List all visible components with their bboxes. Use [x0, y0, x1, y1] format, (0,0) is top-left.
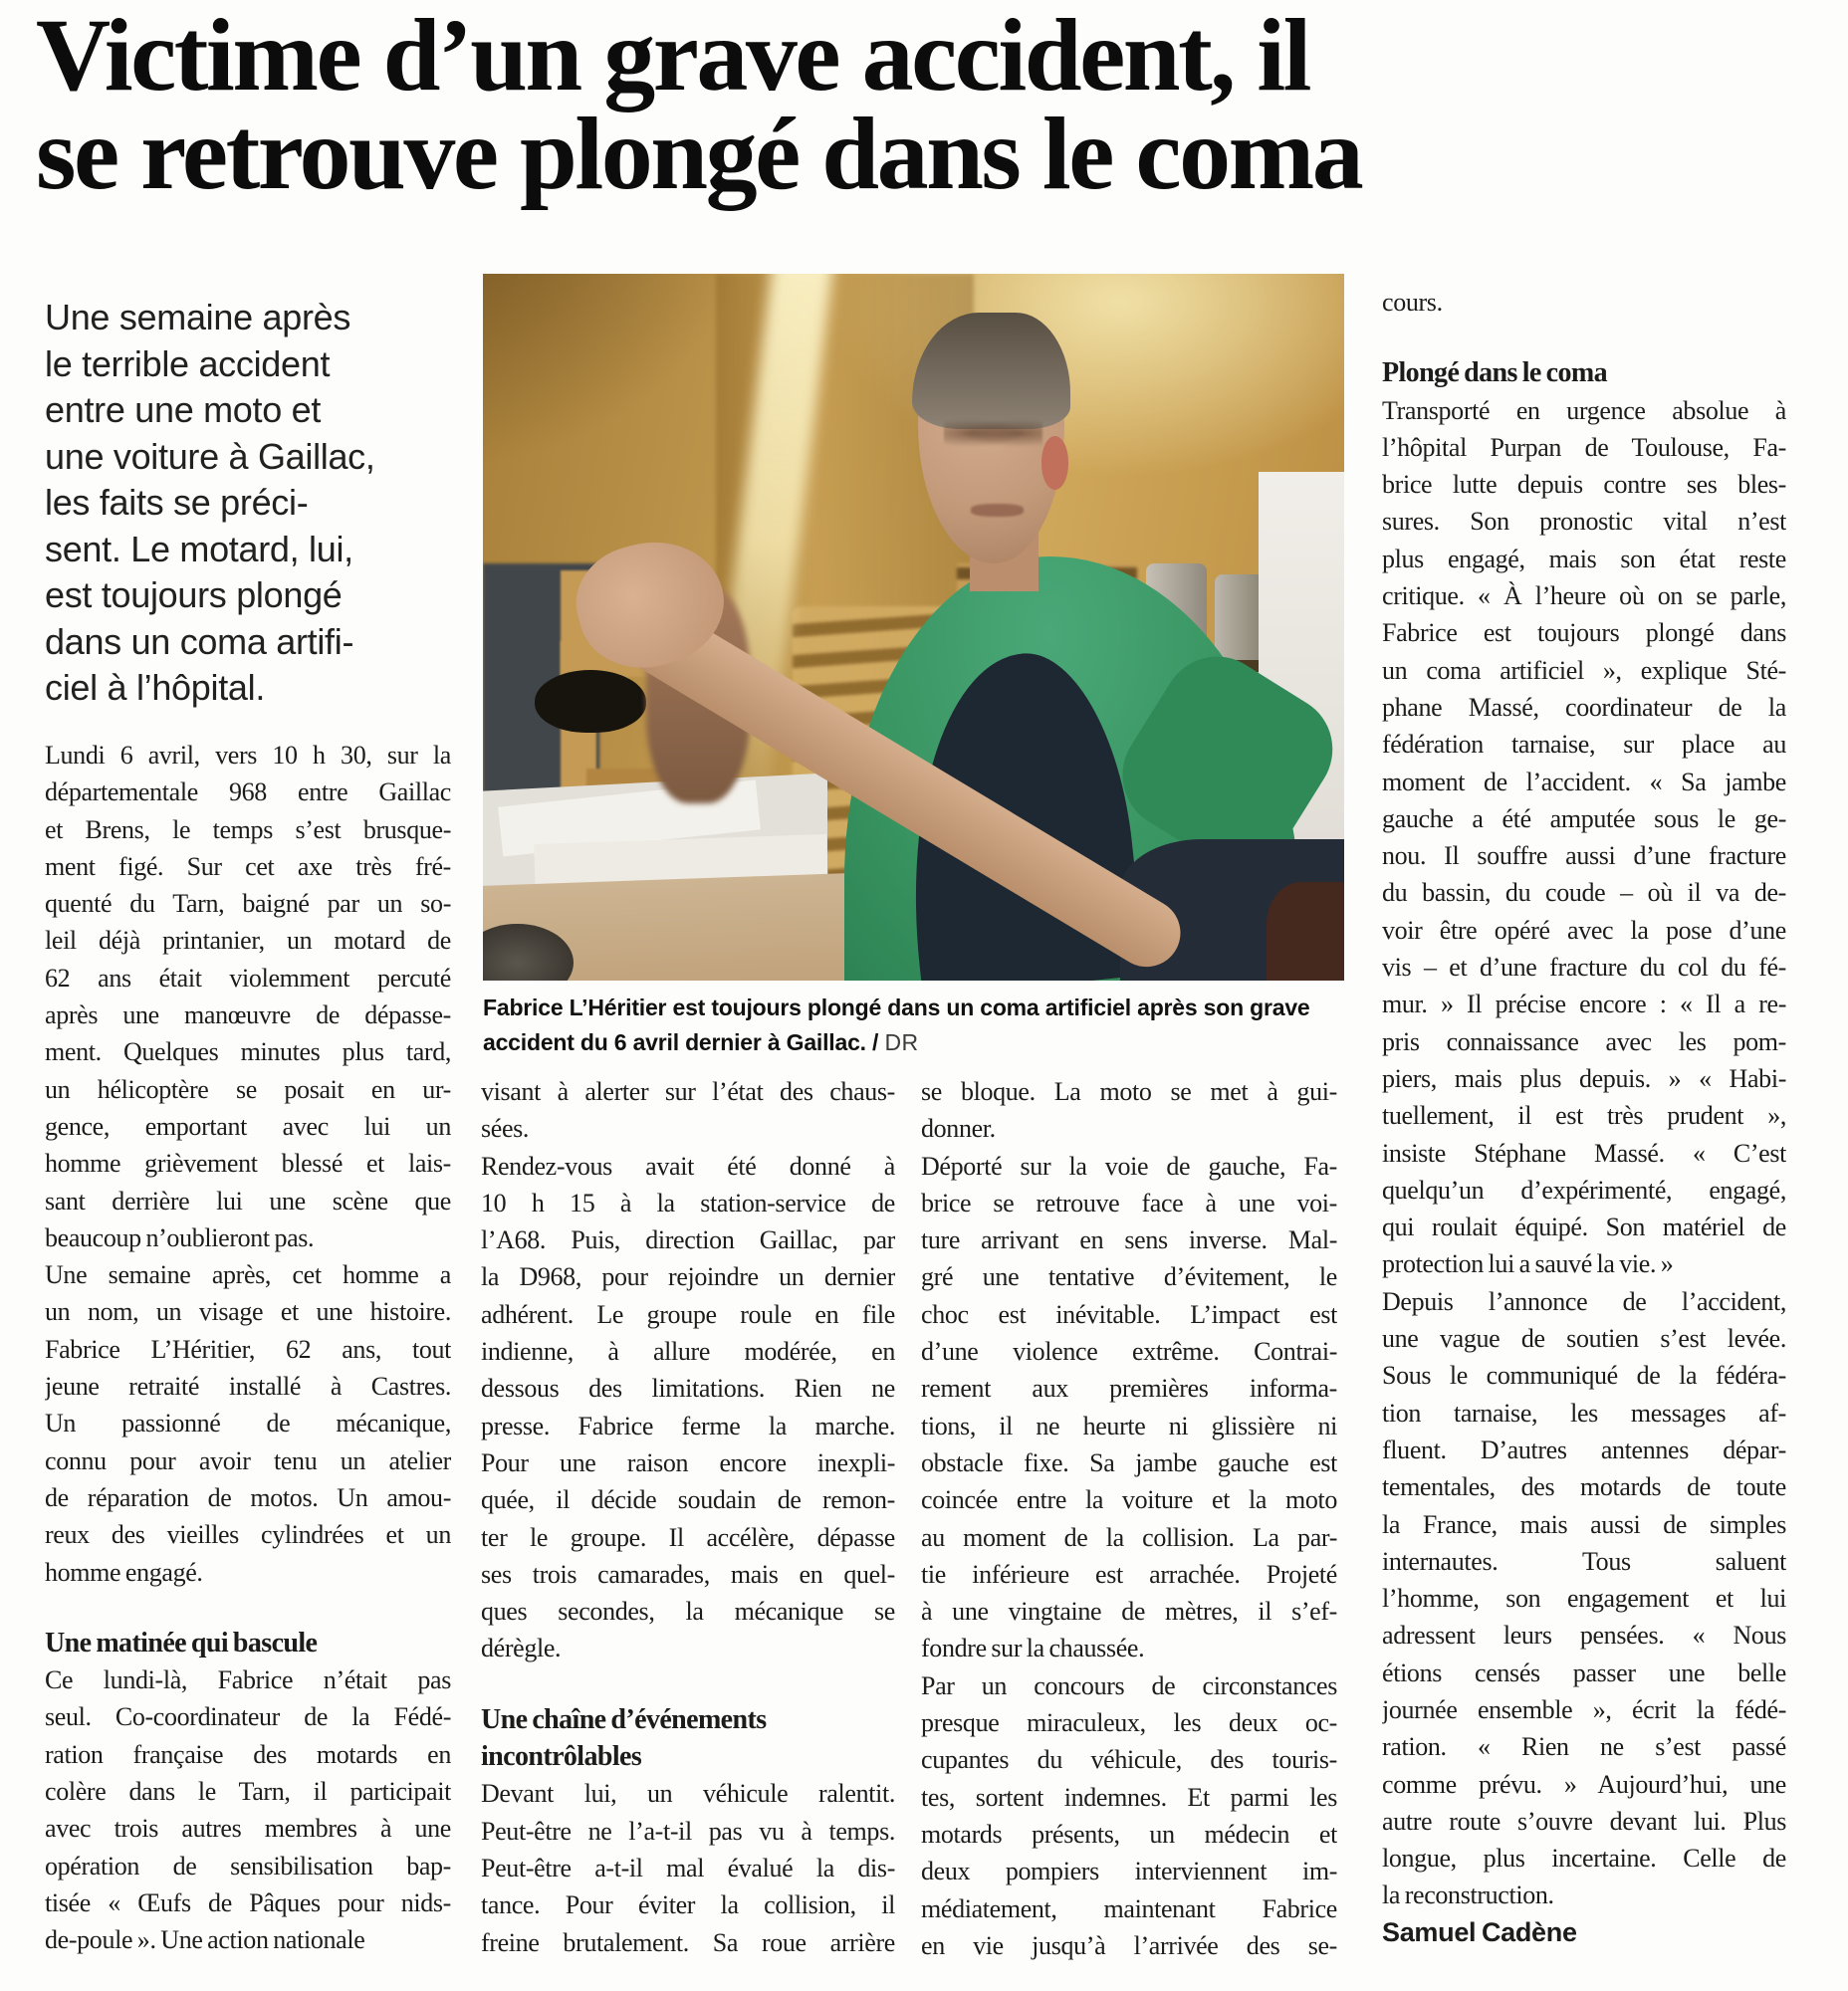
body-text-line: pris connaissance avec les pom- [1382, 1026, 1786, 1056]
body-text-line: homme engagé. [45, 1557, 203, 1587]
body-text-line: quelqu’un d’expérimenté, engagé, [1382, 1175, 1786, 1205]
body-text-line: ration française des motards en [45, 1739, 451, 1769]
body-text-line: et Brens, le temps s’est brusque- [45, 814, 451, 844]
subheading: Plongé dans le coma [1382, 357, 1607, 389]
body-text-line: tance. Pour éviter la collision, il [481, 1890, 895, 1920]
body-text-line: ment. Quelques minutes plus tard, [45, 1037, 451, 1067]
photo-maroon-corner [1267, 882, 1344, 981]
body-text-line: tion tarnaise, les messages af- [1382, 1398, 1786, 1428]
body-text-line: Déporté sur la voie de gauche, Fa- [921, 1151, 1337, 1181]
body-text-line: obstacle fixe. Sa jambe gauche est [921, 1447, 1337, 1477]
article-lede [45, 295, 455, 712]
body-text-line: au moment de la collision. La par- [921, 1522, 1337, 1552]
photo-man-mouth [971, 504, 1025, 516]
body-text-line: donner. [921, 1114, 996, 1144]
body-text-line: adressent leurs pensées. « Nous [1382, 1621, 1786, 1651]
body-text-line: seul. Co-coordinateur de la Fédé- [45, 1702, 451, 1732]
body-text-line: ture arrivant en sens inverse. Mal- [921, 1225, 1337, 1255]
body-column-4 [1382, 284, 1786, 1951]
body-text-line: insiste Stéphane Massé. « C’est [1382, 1138, 1786, 1168]
photo-man-ear [1041, 436, 1069, 489]
body-text-line: leil déjà printanier, un motard de [45, 926, 451, 956]
body-text-line: sant derrière lui une scène que [45, 1186, 451, 1216]
lede-line: est toujours plongé [45, 574, 343, 615]
body-text-line: dérègle. [481, 1634, 562, 1663]
body-text-line: piers, mais plus depuis. » « Habi- [1382, 1063, 1786, 1093]
body-text-line: beaucoup n’oublieront pas. [45, 1222, 315, 1252]
body-text-line: Peut-être ne l’a-t-il pas vu à temps. [481, 1816, 895, 1846]
body-text-line: 10 h 15 à la station-service de [481, 1188, 895, 1217]
photo-black-hat [535, 670, 646, 734]
body-text-line: colère dans le Tarn, il participait [45, 1777, 451, 1807]
body-text-line: protection lui a sauvé la vie. » [1382, 1249, 1674, 1279]
body-text-line: ter le groupe. Il accélère, dépasse [481, 1522, 895, 1552]
body-text-line: deux pompiers interviennent im- [921, 1857, 1337, 1886]
body-text-line: un hélicoptère se posait en ur- [45, 1074, 451, 1104]
lede-line: une voiture à Gaillac, [45, 435, 375, 477]
body-text-line: étions censés passer une belle [1382, 1658, 1786, 1687]
body-text-line: la reconstruction. [1382, 1880, 1554, 1910]
body-text-line: Par un concours de circonstances [921, 1670, 1337, 1700]
body-text-line: en vie jusqu’à l’arrivée des se- [921, 1930, 1337, 1960]
body-text-line: Rendez-vous avait été donné à [481, 1151, 895, 1181]
body-text-line: jeune retraité installé à Castres. [45, 1372, 451, 1402]
body-text-line: internautes. Tous saluent [1382, 1546, 1786, 1576]
article-headline [36, 0, 1828, 211]
body-text-line: du bassin, du coude – où il va de- [1382, 878, 1786, 908]
body-text-line: d’une violence extrême. Contrai- [921, 1337, 1337, 1367]
body-text-line: ses trois camarades, mais en quel- [481, 1559, 895, 1589]
body-text-line: moment de l’accident. « Sa jambe [1382, 767, 1786, 796]
body-text-line: rement aux premières informa- [921, 1374, 1337, 1404]
paragraph-gap [481, 1667, 895, 1701]
body-text-line: sées. [481, 1114, 530, 1144]
body-text-line: se bloque. La moto se met à gui- [921, 1077, 1337, 1106]
body-column-2 [481, 1073, 895, 1961]
body-text-line: nou. Il souffre aussi d’une fracture [1382, 841, 1786, 871]
body-text-line: indienne, à allure modérée, en [481, 1337, 895, 1367]
photo-caption-text: Fabrice L’Héritier est toujours plongé dans un coma artificiel après son grave accident du 6 avril dernier à Gaillac. / [483, 995, 1310, 1055]
body-text-line: de-poule ». Une action nationale [45, 1925, 365, 1955]
body-text-line: Transporté en urgence absolue à [1382, 395, 1786, 425]
photo-credit: DR [884, 1029, 919, 1055]
body-text-line: qui roulait équipé. Son matériel de [1382, 1213, 1786, 1242]
body-text-line: de réparation de motos. Un amou- [45, 1482, 451, 1512]
body-text-line: la D968, pour rejoindre un dernier [481, 1262, 895, 1292]
body-text-line: presque miraculeux, les deux oc- [921, 1708, 1337, 1738]
body-text-line: voir être opéré avec la pose d’une [1382, 915, 1786, 945]
body-text-line: autre route s’ouvre devant lui. Plus [1382, 1806, 1786, 1836]
body-text-line: cours. [1382, 288, 1443, 317]
body-text-line: longue, plus incertaine. Celle de [1382, 1844, 1786, 1874]
body-text-line: la France, mais aussi de simples [1382, 1509, 1786, 1539]
body-text-line: freine brutalement. Sa roue arrière [481, 1927, 895, 1957]
body-text-line: gauche a été amputée sous le ge- [1382, 803, 1786, 833]
lede-line: sent. Le motard, lui, [45, 528, 353, 569]
body-text-line: l’homme, son engagement et lui [1382, 1584, 1786, 1614]
body-text-line: brice lutte depuis contre ses bles- [1382, 470, 1786, 500]
body-text-line: Fabrice L’Héritier, 62 ans, tout [45, 1334, 451, 1364]
body-text-line: homme grièvement blessé et lais- [45, 1149, 451, 1179]
body-text-line: départementale 968 entre Gaillac [45, 777, 451, 807]
body-text-line: Pour une raison encore inexpli- [481, 1447, 895, 1477]
body-text-line: quenté du Tarn, baigné par un so- [45, 889, 451, 919]
body-text-line: fondre sur la chaussée. [921, 1634, 1145, 1663]
body-text-line: brice se retrouve face à une voi- [921, 1188, 1337, 1217]
body-text-line: quée, il décide soudain de remon- [481, 1485, 895, 1515]
paragraph-gap [45, 1591, 451, 1625]
body-text-line: motards présents, un médecin et [921, 1819, 1337, 1849]
body-text-line: tisée « Œufs de Pâques pour nids- [45, 1887, 451, 1917]
body-text-line: ration. « Rien ne s’est passé [1382, 1732, 1786, 1762]
body-text-line: ques secondes, la mécanique se [481, 1597, 895, 1627]
body-text-line: fédération tarnaise, sur place au [1382, 730, 1786, 760]
body-text-line: 62 ans était violemment percuté [45, 963, 451, 993]
body-text-line: mur. » Il précise encore : « Il a re- [1382, 990, 1786, 1019]
body-text-line: Lundi 6 avril, vers 10 h 30, sur la [45, 741, 451, 770]
subheading: Une chaîne d’événements [481, 1703, 767, 1735]
body-text-line: vis – et d’une fracture du col du fé- [1382, 953, 1786, 983]
body-text-line: gré une tentative d’évitement, le [921, 1262, 1337, 1292]
body-text-line: Un passionné de mécanique, [45, 1409, 451, 1438]
body-text-line: une vague de soutien s’est levée. [1382, 1324, 1786, 1354]
body-text-line: choc est inévitable. L’impact est [921, 1299, 1337, 1329]
paragraph-gap [1382, 321, 1786, 354]
body-text-line: opération de sensibilisation bap- [45, 1851, 451, 1880]
body-text-line: tuellement, il est très prudent », [1382, 1101, 1786, 1131]
lede-line: les faits se préci- [45, 482, 309, 523]
body-text-line: Ce lundi-là, Fabrice n’était pas [45, 1665, 451, 1695]
body-text-line: médiatement, maintenant Fabrice [921, 1893, 1337, 1923]
body-text-line: phane Massé, coordinateur de la [1382, 692, 1786, 722]
author-byline: Samuel Cadène [1382, 1916, 1577, 1947]
body-text-line: presse. Fabrice ferme la marche. [481, 1411, 895, 1440]
body-text-line: plus engagé, mais son état reste [1382, 544, 1786, 573]
body-text-line: cupantes du véhicule, des touris- [921, 1745, 1337, 1775]
body-text-line: reux des vieilles cylindrées et un [45, 1520, 451, 1550]
body-text-line: tes, sortent indemnes. Et parmi les [921, 1782, 1337, 1812]
headline-line-2: se retrouve plongé dans le coma [36, 97, 1362, 211]
body-text-line: l’A68. Puis, direction Gaillac, par [481, 1225, 895, 1255]
body-text-line: après une manœuvre de dépasse- [45, 1000, 451, 1030]
body-text-line: ment figé. Sur cet axe très fré- [45, 851, 451, 881]
body-text-line: avec trois autres membres à une [45, 1814, 451, 1844]
body-text-line: tions, il ne heurte ni glissière ni [921, 1411, 1337, 1440]
photo-man-eyes [944, 415, 1042, 451]
body-text-line: Devant lui, un véhicule ralentit. [481, 1779, 895, 1809]
body-text-line: coincée entre la voiture et la moto [921, 1485, 1337, 1515]
body-text-line: comme prévu. » Aujourd’hui, une [1382, 1769, 1786, 1799]
lede-line: entre une moto et [45, 389, 322, 430]
body-column-1 [45, 737, 451, 1959]
photo-caption [483, 991, 1347, 1060]
body-text-line: un coma artificiel », explique Sté- [1382, 655, 1786, 685]
body-text-line: dessous des limitations. Rien ne [481, 1374, 895, 1404]
body-text-line: un nom, un visage et une histoire. [45, 1297, 451, 1327]
body-text-line: fluent. D’autres antennes dépar- [1382, 1435, 1786, 1464]
body-text-line: Une semaine après, cet homme a [45, 1260, 451, 1290]
body-text-line: visant à alerter sur l’état des chaus- [481, 1077, 895, 1106]
lede-line: dans un coma artifi- [45, 620, 354, 662]
body-text-line: Peut-être a-t-il mal évalué la dis- [481, 1853, 895, 1882]
body-text-line: l’hôpital Purpan de Toulouse, Fa- [1382, 432, 1786, 462]
body-text-line: Sous le communiqué de la fédéra- [1382, 1361, 1786, 1391]
body-text-line: Fabrice est toujours plongé dans [1382, 618, 1786, 648]
body-text-line: tementales, des motards de toute [1382, 1472, 1786, 1502]
body-text-line: adhérent. Le groupe roule en file [481, 1299, 895, 1329]
body-text-line: gence, emportant avec lui un [45, 1111, 451, 1141]
headline-line-1: Victime d’un grave accident, il [36, 0, 1310, 112]
lede-line: le terrible accident [45, 342, 331, 384]
lede-line: ciel à l’hôpital. [45, 667, 266, 708]
body-column-3 [921, 1073, 1337, 1964]
subheading: incontrôlables [481, 1741, 642, 1773]
body-text-line: à une vingtaine de mètres, il s’ef- [921, 1597, 1337, 1627]
lede-line: Une semaine après [45, 297, 351, 337]
body-text-line: Depuis l’annonce de l’accident, [1382, 1286, 1786, 1316]
body-text-line: connu pour avoir tenu un atelier [45, 1445, 451, 1475]
body-text-line: tie inférieure est arrachée. Projeté [921, 1559, 1337, 1589]
subheading: Une matinée qui bascule [45, 1627, 318, 1659]
body-text-line: critique. « À l’heure où on se parle, [1382, 581, 1786, 611]
article-photo [483, 274, 1344, 981]
body-text-line: journée ensemble », écrit la fédé- [1382, 1694, 1786, 1724]
body-text-line: sures. Son pronostic vital n’est [1382, 507, 1786, 537]
